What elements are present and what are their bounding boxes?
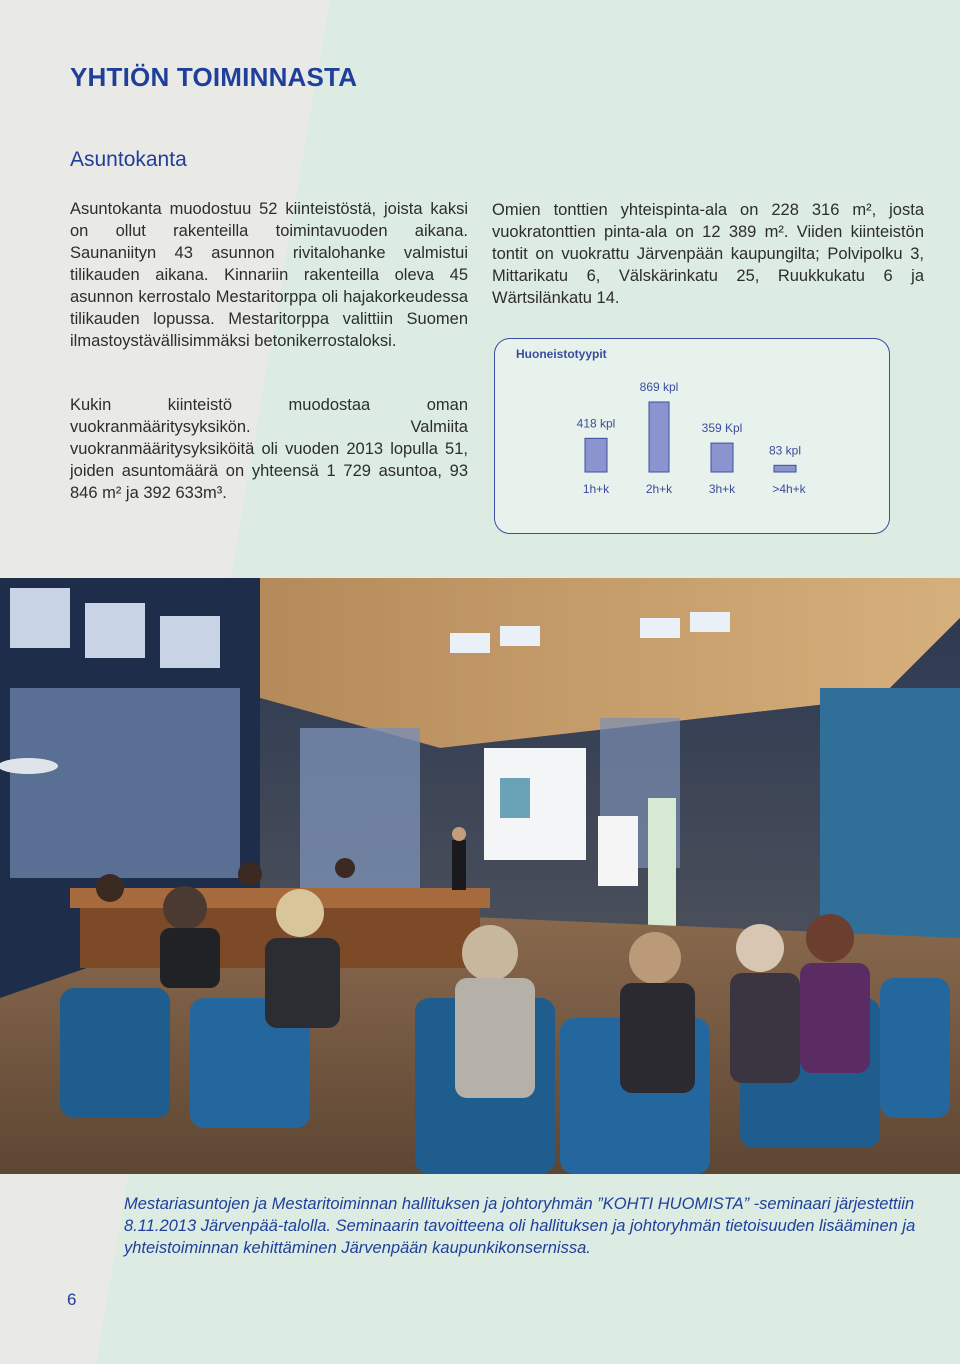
bar->4h+k (774, 465, 796, 472)
section-title: Asuntokanta (70, 148, 187, 171)
data-label: 869 kpl (639, 380, 679, 394)
bar-3h+k (711, 443, 733, 472)
chart-title: Huoneistotyypit (516, 347, 607, 361)
bar-1h+k (585, 438, 607, 472)
photo-caption: Mestariasuntojen ja Mestaritoiminnan hallituksen ja johtoryhmän ”KOHTI HUOMISTA” -seminaari järjestettiin 8.11.2013 Järvenpää-talolla. Seminaarin tavoitteena oli hallituksen ja johtoryhmän tietoisuuden lisääminen ja yhteistoiminnan kehittäminen Järvenpään kaupunkikonsernissa. (124, 1195, 916, 1257)
seminar-photo (0, 578, 960, 1174)
category-label: 1h+k (582, 482, 610, 496)
paragraph-plot-area: Omien tonttien yhteispinta-ala on 228 316 m², josta vuokratonttien pinta-ala on 12 389 m². Viiden kiinteistön tontit on vuokrattu Järvenpään kaupungilta; Polvipolku 3, Mittarikatu 6, Välskärinkatu 25, Ruukkukatu 6 ja Wärtsilänkatu 14. (492, 201, 924, 307)
bar-2h+k (649, 402, 669, 472)
data-label: 359 Kpl (701, 421, 743, 436)
paragraph-rental-units: Kukin kiinteistö muodostaa oman vuokranmääritysyksikön. Valmiita vuokranmääritysyksiköitä oli vuoden 2013 lopulla 51, joiden asuntomäärä on yhteensä 1 729 asuntoa, 93 846 m² ja 392 633m³. (70, 396, 468, 502)
category-label: 2h+k (645, 482, 673, 496)
page-number: 6 (67, 1290, 77, 1309)
page-title: YHTIÖN TOIMINNASTA (70, 62, 358, 92)
paragraph-housing-stock: Asuntokanta muodostuu 52 kiinteistöstä, joista kaksi on ollut rakenteilla toimintavuoden aikana. Saunaniityn 43 asunnon rivitalohanke valmistui tilikauden aikana. Kinnariin rakenteilla oleva 45 asunnon kerrostalo Mestaritorppa oli hajakorkeudessa tilikauden lopussa. Mestaritorppa valittiin Suomen ilmastoystävällisimmäksi betonikerrostaloksi. (70, 200, 468, 350)
category-label: 3h+k (708, 482, 736, 496)
category-label: >4h+k (772, 482, 806, 496)
data-label: 418 kpl (576, 416, 616, 431)
apartment-types-chart (0, 0, 960, 560)
data-label: 83 kpl (768, 443, 802, 458)
seminar-photo-illustration (0, 578, 960, 1174)
